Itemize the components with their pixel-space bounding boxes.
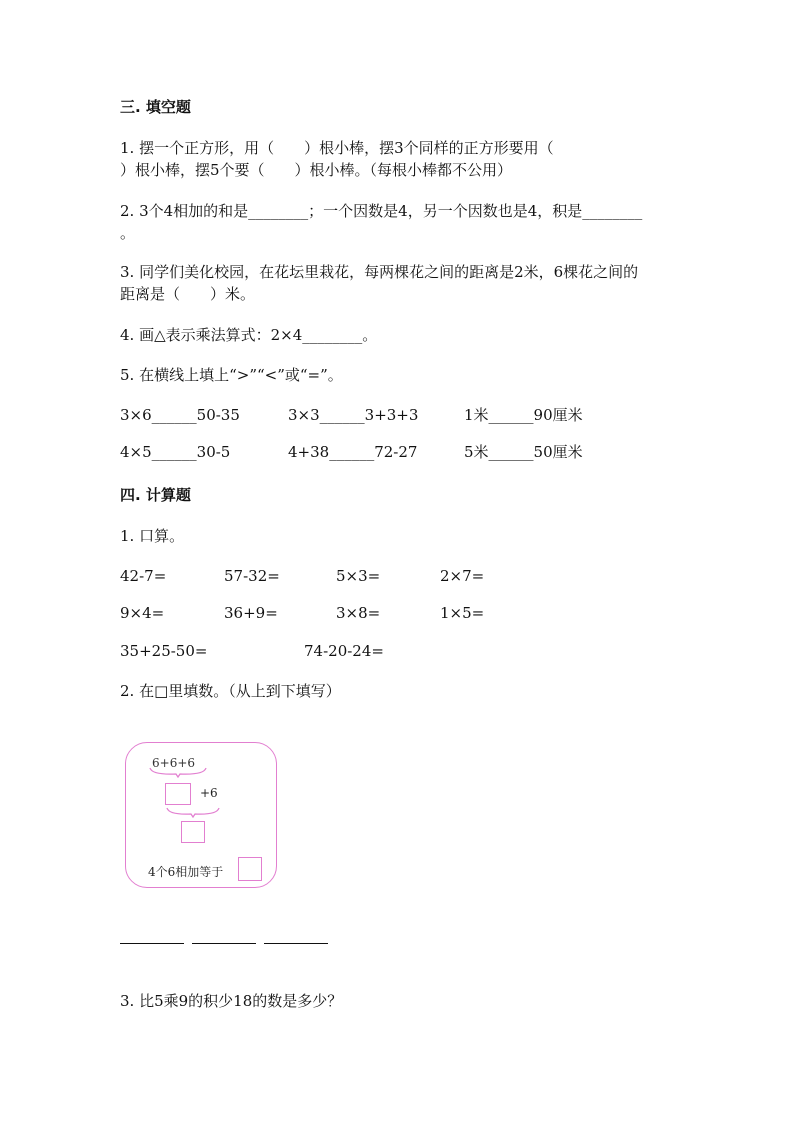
question-1-line-1: 1. 摆一个正方形，用（ ）根小棒，摆3个同样的正方形要用（ (120, 139, 554, 157)
figure-bottom-text: 4个6相加等于 (148, 865, 224, 879)
oral-item: 2×7= (440, 567, 485, 585)
compare-item: 4+38______72-27 (288, 443, 418, 461)
figure-plus-six: +6 (200, 786, 218, 800)
question-2-line-2: 。 (120, 224, 136, 242)
compare-item: 3×3______3+3+3 (288, 406, 419, 424)
question-2-line-1: 2. 3个4相加的和是________；一个因数是4，另一个因数也是4，积是________ (120, 202, 643, 220)
oral-item: 36+9= (224, 604, 278, 622)
oral-item: 42-7= (120, 567, 167, 585)
question-4: 4. 画△表示乘法算式：2×4________。 (120, 326, 378, 344)
oral-item: 74-20-24= (304, 642, 384, 660)
calc-question-3: 3. 比5乘9的积少18的数是多少？ (120, 992, 343, 1010)
oral-item: 3×8= (336, 604, 381, 622)
question-5: 5. 在横线上填上“>”“<”或“=”。 (120, 366, 343, 384)
calc-question-1: 1. 口算。 (120, 527, 185, 545)
answer-square-1[interactable] (165, 783, 191, 805)
calc-question-2: 2. 在□里填数。（从上到下填写） (120, 682, 341, 700)
answer-square-2[interactable] (181, 821, 205, 843)
middle-brace-icon (165, 806, 221, 818)
answer-line[interactable] (264, 942, 328, 944)
question-3-line-1: 3. 同学们美化校园，在花坛里栽花，每两棵花之间的距离是2米，6棵花之间的 (120, 263, 639, 281)
compare-item: 5米______50厘米 (464, 443, 583, 461)
answer-square-3[interactable] (238, 857, 262, 881)
top-brace-icon (148, 766, 208, 778)
compare-item: 1米______90厘米 (464, 406, 583, 424)
section-title-fill-blank: 三. 填空题 (120, 98, 191, 116)
oral-item: 35+25-50= (120, 642, 208, 660)
figure-top-expression: 6+6+6 (152, 756, 196, 770)
section-title-calculation: 四. 计算题 (120, 486, 191, 504)
question-1-line-2: ）根小棒，摆5个要（ ）根小棒。（每根小棒都不公用） (120, 161, 513, 179)
oral-item: 57-32= (224, 567, 280, 585)
oral-item: 9×4= (120, 604, 165, 622)
compare-item: 4×5______30-5 (120, 443, 231, 461)
compare-item: 3×6______50-35 (120, 406, 240, 424)
oral-item: 5×3= (336, 567, 381, 585)
question-3-line-2: 距离是（ ）米。 (120, 285, 256, 303)
oral-item: 1×5= (440, 604, 485, 622)
answer-line[interactable] (120, 942, 184, 944)
answer-line[interactable] (192, 942, 256, 944)
